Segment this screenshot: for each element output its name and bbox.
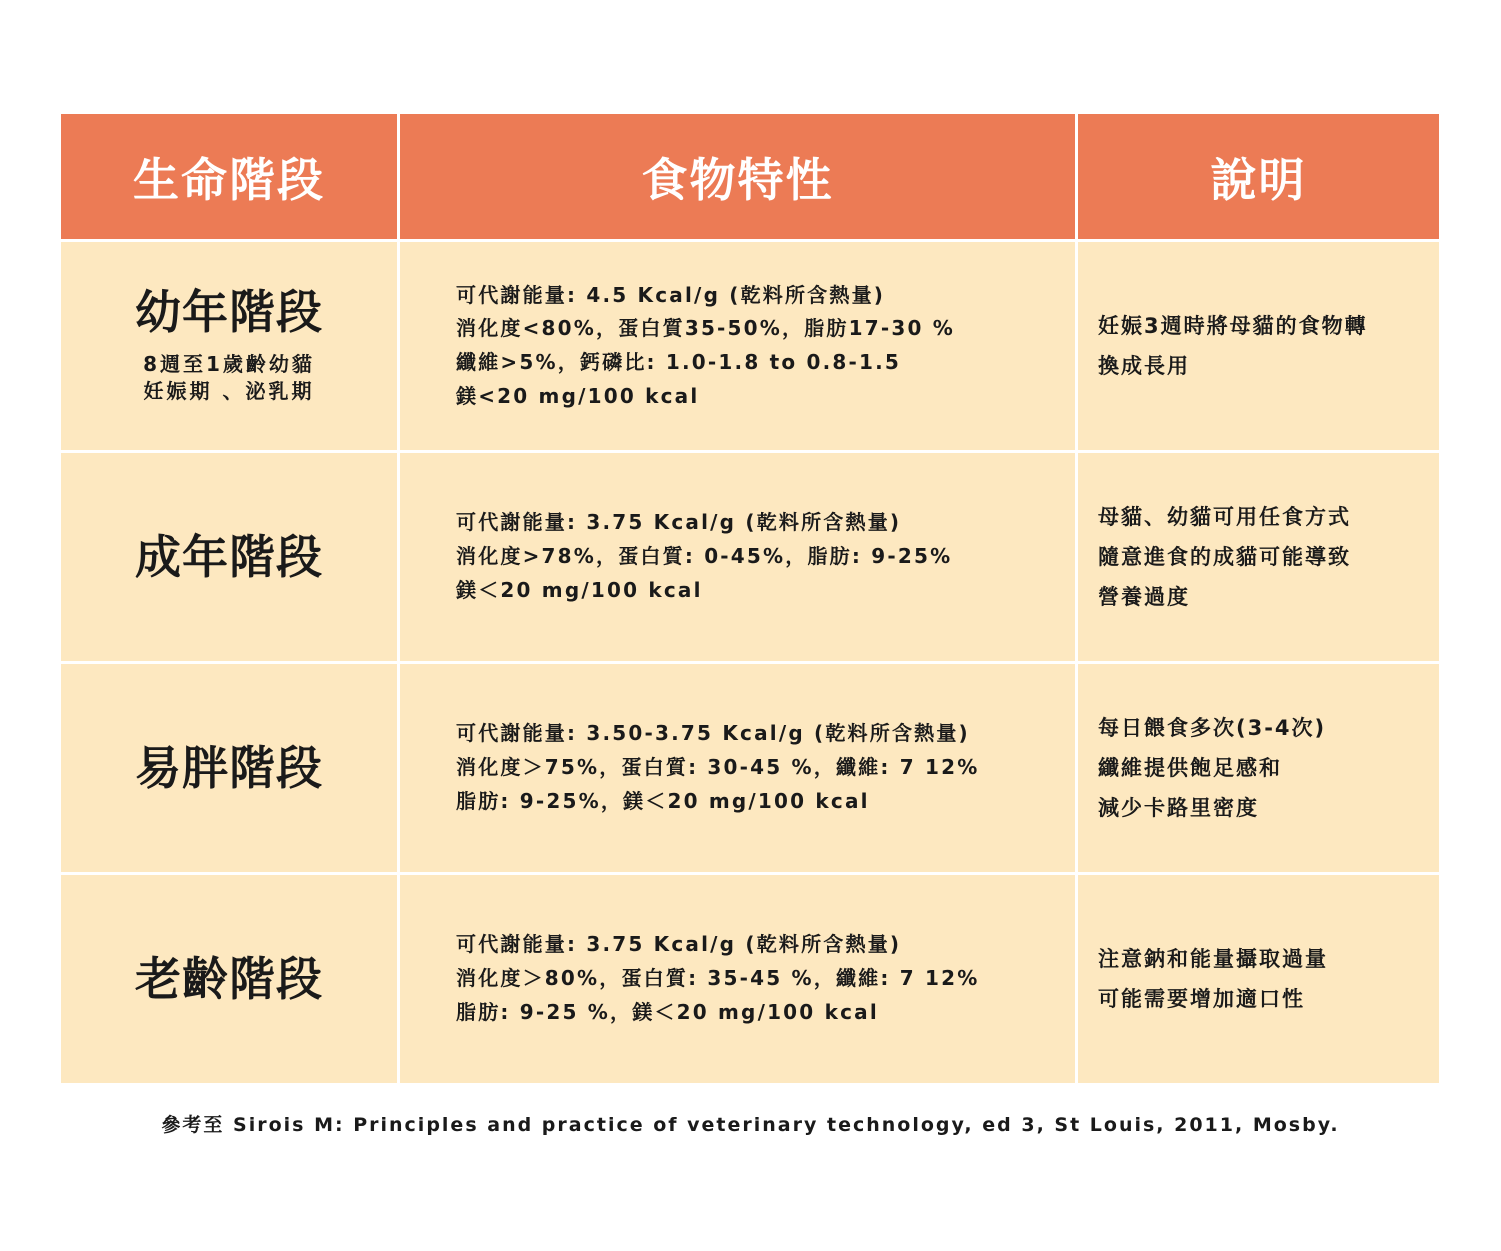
- note-cell-obesity-prone: 每日餵食多次(3-4次) 纖維提供飽足感和 減少卡路里密度: [1078, 664, 1439, 872]
- stage-cell-senior: [61, 875, 397, 1083]
- food-cell-kitten: 可代謝能量: 4.5 Kcal/g (乾料所含熱量) 消化度<80%，蛋白質35-50%，脂肪17-30 % 纖維>5%，鈣磷比: 1.0-1.8 to 0.8-1.5 鎂<20 mg/100 kcal: [400, 242, 1075, 450]
- stage-cell-kitten: [61, 242, 397, 450]
- note-cell-senior: 注意鈉和能量攝取過量 可能需要增加適口性: [1078, 875, 1439, 1083]
- diet-table: [61, 114, 1439, 1083]
- stage-subtitle: 8週至1歲齡幼貓 妊娠期 、泌乳期: [143, 352, 315, 404]
- stage-name: 幼年階段: [135, 284, 323, 339]
- note-cell-kitten: 妊娠3週時將母貓的食物轉 換成長用: [1078, 242, 1439, 450]
- stage-cell-obesity-prone: [61, 664, 397, 872]
- header-food-characteristics: 食物特性: [400, 114, 1075, 239]
- food-cell-senior: 可代謝能量: 3.75 Kcal/g (乾料所含熱量) 消化度＞80%，蛋白質: 35-45 %，纖維: 7 12% 脂肪: 9-25 %，鎂＜20 mg/100 kcal: [400, 875, 1075, 1083]
- header-life-stage: 生命階段: [61, 114, 397, 239]
- reference-citation: 參考至 Sirois M: Principles and practice of veterinary technology, ed 3, St Louis, 2011, Mosby.: [161, 1114, 1340, 1136]
- stage-name: 成年階段: [135, 529, 323, 584]
- note-cell-adult: 母貓、幼貓可用任食方式 隨意進食的成貓可能導致 營養過度: [1078, 453, 1439, 661]
- food-cell-adult: 可代謝能量: 3.75 Kcal/g (乾料所含熱量) 消化度>78%，蛋白質: 0-45%，脂肪: 9-25% 鎂＜20 mg/100 kcal: [400, 453, 1075, 661]
- food-cell-obesity-prone: 可代謝能量: 3.50-3.75 Kcal/g (乾料所含熱量) 消化度＞75%，蛋白質: 30-45 %，纖維: 7 12% 脂肪: 9-25%，鎂＜20 mg/100 kcal: [400, 664, 1075, 872]
- stage-cell-adult: [61, 453, 397, 661]
- header-description: 說明: [1078, 114, 1439, 239]
- stage-name: 老齡階段: [135, 951, 323, 1006]
- stage-name: 易胖階段: [135, 740, 323, 795]
